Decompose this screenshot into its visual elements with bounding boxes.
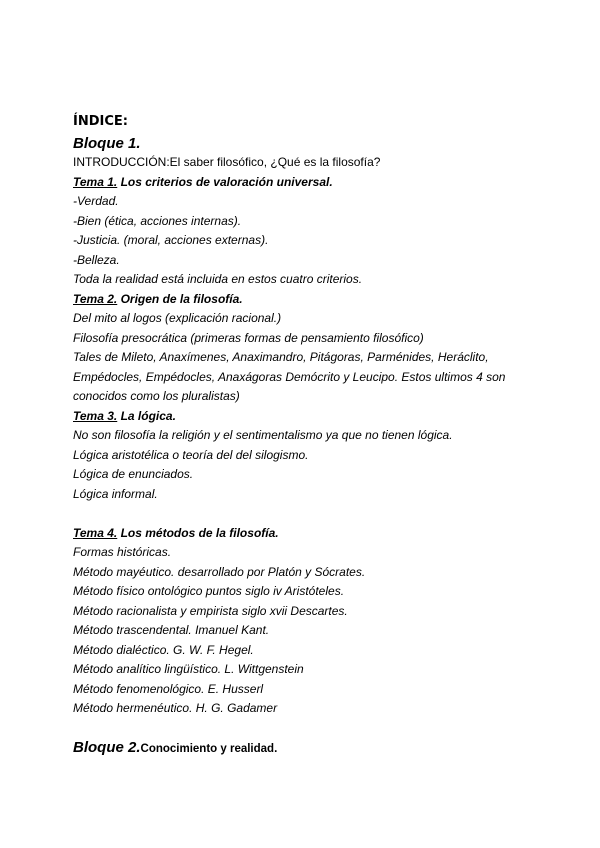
tema-2-title: Origen de la filosofía.	[117, 291, 243, 306]
tema-1-item: -Verdad.	[73, 194, 119, 208]
tema-1-item: -Bien (ética, acciones internas).	[73, 213, 242, 228]
tema-1-number: Tema 1.	[73, 174, 118, 189]
tema-4-item: Formas históricas.	[73, 545, 172, 559]
tema-4-item: Método racionalista y empirista siglo xvii Descartes.	[73, 603, 348, 618]
tema-3-heading	[73, 407, 573, 427]
tema-1-item: -Belleza.	[73, 252, 120, 267]
tema-4-title: Los métodos de la filosofía.	[117, 525, 279, 540]
introduction-line: INTRODUCCIÓN:El saber filosófico, ¿Qué es la filosofía?	[73, 155, 381, 169]
tema-1-item: -Justicia. (moral, acciones externas).	[73, 233, 269, 247]
tema-4-item: Método dialéctico. G. W. F. Hegel.	[73, 642, 254, 657]
tema-2-item: Filosofía presocrática (primeras formas de pensamiento filosófico)	[73, 330, 424, 345]
tema-2-item: Del mito al logos (explicación racional.)	[73, 311, 282, 325]
tema-2-heading	[73, 290, 573, 310]
tema-4-item: Método físico ontológico puntos siglo iv Aristóteles.	[73, 584, 345, 598]
tema-4-item: Método trascendental. Imanuel Kant.	[73, 623, 270, 637]
bloque-2-subtitle: Conocimiento y realidad.	[140, 743, 278, 755]
tema-4-item: Método hermenéutico. H. G. Gadamer	[73, 701, 278, 715]
tema-2-item: Empédocles, Empédocles, Anaxágoras Demócrito y Leucipo. Estos ultimos 4 son	[73, 369, 506, 384]
bloque-1-heading: Bloque 1.	[73, 135, 141, 152]
tema-1-heading	[73, 173, 573, 193]
bloque-2-heading	[73, 738, 573, 759]
tema-2-item: conocidos como los pluralistas)	[73, 389, 240, 403]
tema-3-item: No son filosofía la religión y el sentimentalismo ya que no tienen lógica.	[73, 428, 453, 442]
tema-3-item: Lógica informal.	[73, 486, 158, 501]
tema-3-number: Tema 3.	[73, 408, 118, 423]
tema-2-number: Tema 2.	[73, 291, 118, 306]
tema-4-item: Método analítico lingüístico. L. Wittgenstein	[73, 662, 304, 676]
tema-4-item: Método mayéutico. desarrollado por Platón y Sócrates.	[73, 564, 366, 579]
blank-line	[73, 504, 573, 524]
tema-3-title: La lógica.	[117, 408, 176, 423]
tema-2-item: Tales de Mileto, Anaxímenes, Anaximandro, Pitágoras, Parménides, Heráclito,	[73, 350, 489, 364]
tema-4-number: Tema 4.	[73, 525, 118, 540]
blank-line	[73, 719, 573, 739]
tema-1-item: Toda la realidad está incluida en estos cuatro criterios.	[73, 272, 363, 286]
document-page	[73, 112, 573, 759]
index-heading: ÍNDICE:	[73, 114, 128, 129]
tema-4-heading	[73, 524, 573, 544]
bloque-2-title: Bloque 2.	[73, 739, 141, 756]
tema-3-item: Lógica aristotélica o teoría del del silogismo.	[73, 447, 309, 462]
tema-4-item: Método fenomenológico. E. Husserl	[73, 681, 264, 696]
tema-3-item: Lógica de enunciados.	[73, 467, 194, 481]
tema-1-title: Los criterios de valoración universal.	[117, 174, 333, 189]
